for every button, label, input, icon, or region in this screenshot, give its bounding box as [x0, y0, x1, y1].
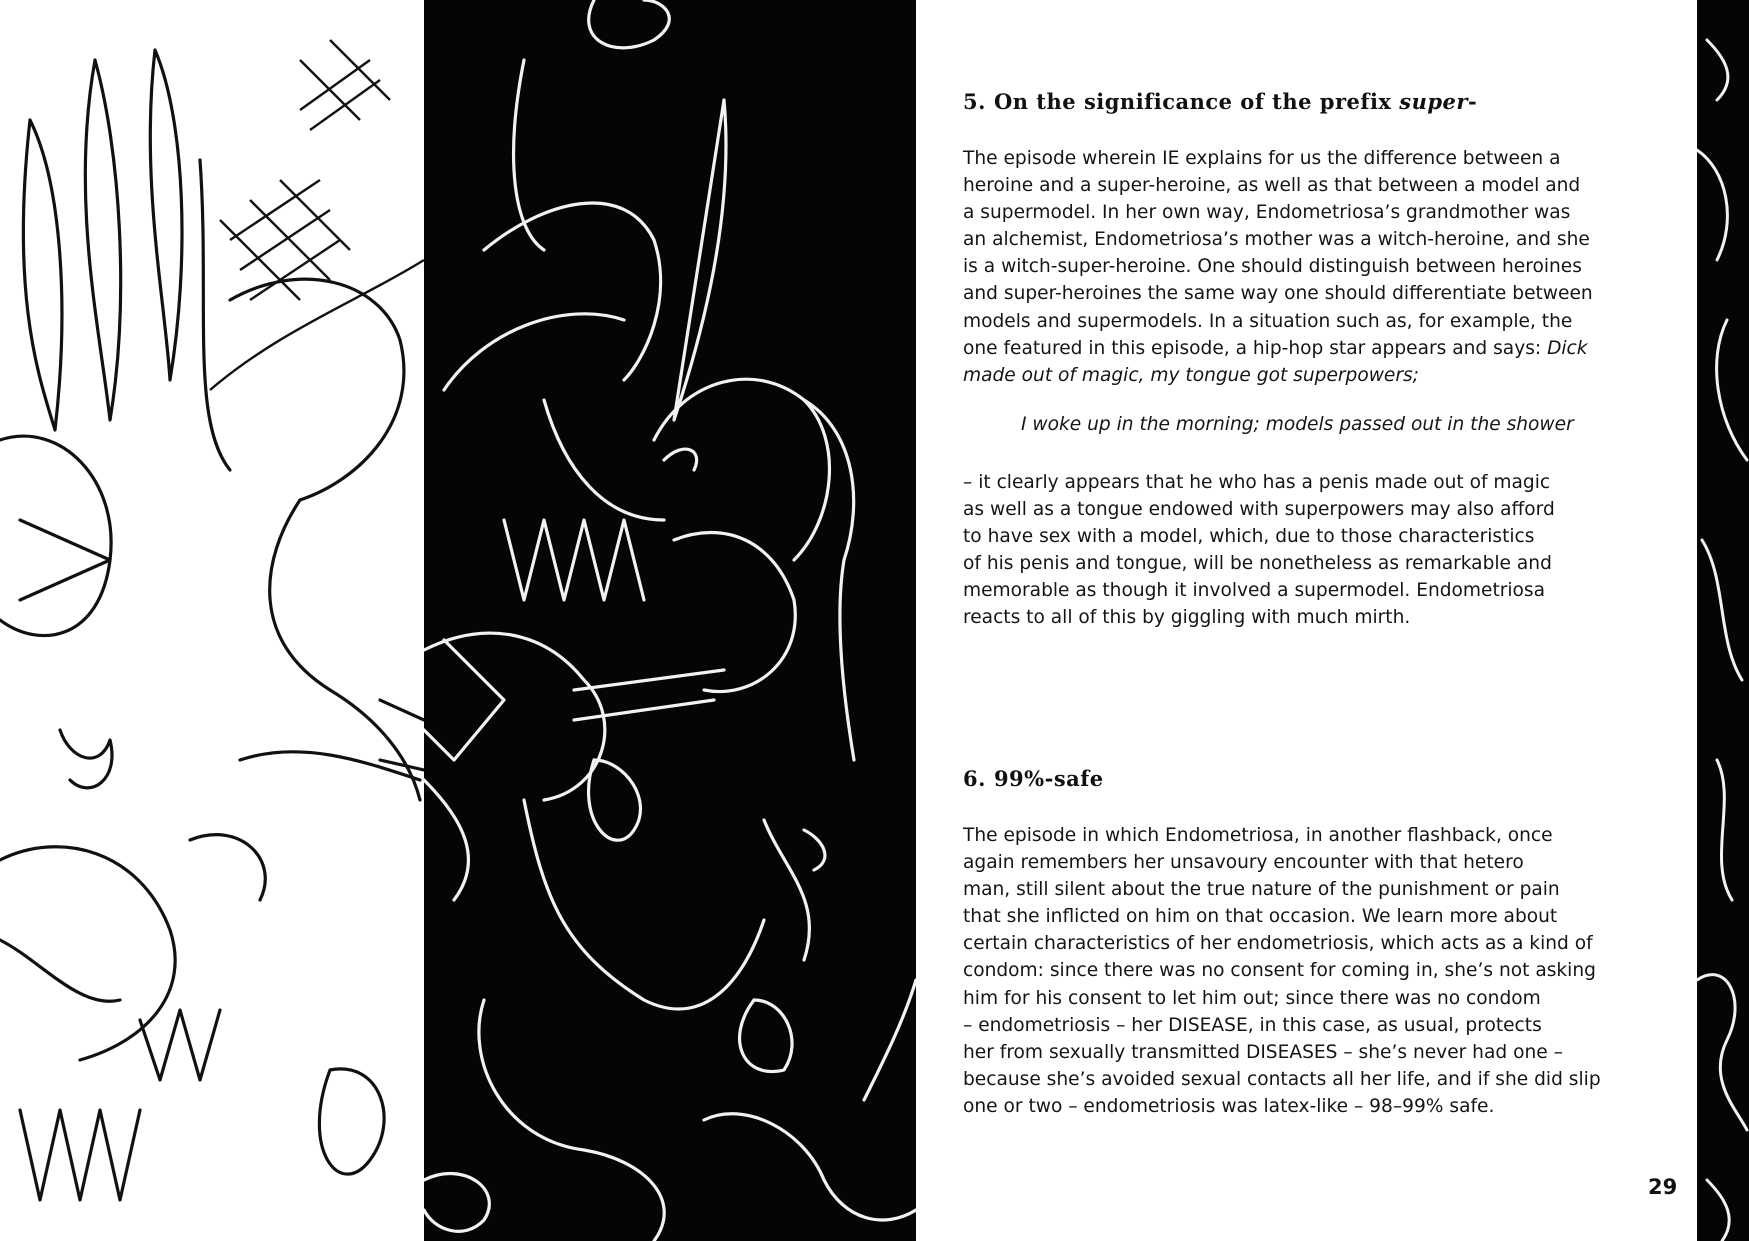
text-line: one or two – endometriosis was latex-like – 98–99% safe. — [963, 1095, 1495, 1117]
illustration-white-panel — [0, 0, 424, 1241]
section-6-title: 99%-safe — [993, 766, 1104, 791]
text-line: to have sex with a model, which, due to those characteristics — [963, 526, 1535, 548]
text-line: man, still silent about the true nature of the punishment or pain — [963, 879, 1560, 901]
text-line: a supermodel. In her own way, Endometriosa’s grandmother was — [963, 202, 1571, 224]
section-6-heading — [963, 766, 1104, 791]
text-line: reacts to all of this by giggling with much mirth. — [963, 607, 1411, 629]
lyric-italic: Dick — [1547, 337, 1588, 359]
text-line: certain characteristics of her endometriosis, which acts as a kind of — [963, 933, 1593, 955]
section-5-paragraph-1 — [963, 145, 1593, 389]
text-line: because she’s avoided sexual contacts all her life, and if she did slip — [963, 1068, 1601, 1090]
section-6-paragraph — [963, 822, 1601, 1120]
text-line: an alchemist, Endometriosa’s mother was a witch-heroine, and she — [963, 229, 1590, 251]
text-line: her from sexually transmitted DISEASES – she’s never had one – — [963, 1041, 1563, 1063]
text-line: condom: since there was no consent for coming in, she’s not asking — [963, 960, 1596, 982]
section-6-number: 6. — [963, 766, 986, 791]
text-line: heroine and a super-heroine, as well as that between a model and — [963, 175, 1581, 197]
text-line: – it clearly appears that he who has a penis made out of magic — [963, 472, 1551, 493]
line-drawing-strip — [1697, 0, 1749, 1241]
lyric-quote: I woke up in the morning; models passed out in the shower — [1021, 414, 1574, 435]
text-line: The episode wherein IE explains for us the difference between a — [963, 148, 1561, 169]
lyric-italic: made out of magic, my tongue got superpowers; — [963, 364, 1419, 386]
text-line — [963, 362, 1593, 389]
illustration-edge-strip — [1697, 0, 1749, 1241]
text-line-part: one featured in this episode, a hip-hop star appears and says: — [963, 337, 1548, 359]
text-line: him for his consent to let him out; since there was no condom — [963, 987, 1541, 1009]
illustration-black-panel — [424, 0, 916, 1241]
line-drawing-white — [0, 0, 424, 1241]
page-number: 29 — [1648, 1175, 1678, 1199]
section-5-heading — [963, 89, 1477, 114]
text-line: and super-heroines the same way one should differentiate between — [963, 283, 1593, 305]
text-line: models and supermodels. In a situation such as, for example, the — [963, 310, 1573, 332]
section-5-title-suffix: - — [1467, 89, 1478, 114]
text-line: of his penis and tongue, will be nonetheless as remarkable and — [963, 553, 1552, 575]
text-line: memorable as though it involved a supermodel. Endometriosa — [963, 580, 1546, 602]
text-line: – endometriosis – her DISEASE, in this case, as usual, protects — [963, 1014, 1542, 1036]
section-5-number: 5. — [963, 89, 986, 114]
text-line: The episode in which Endometriosa, in another flashback, once — [963, 825, 1553, 846]
text-line: that she inflicted on him on that occasion. We learn more about — [963, 906, 1558, 928]
section-5-title-italic: super — [1399, 89, 1468, 114]
line-drawing-black — [424, 0, 916, 1241]
text-line: is a witch-super-heroine. One should distinguish between heroines — [963, 256, 1582, 278]
text-line — [963, 335, 1593, 362]
section-5-title: On the significance of the prefix — [993, 89, 1400, 114]
section-5-paragraph-2 — [963, 469, 1555, 632]
text-line: again remembers her unsavoury encounter with that hetero — [963, 852, 1524, 874]
text-line: as well as a tongue endowed with superpowers may also afford — [963, 499, 1555, 521]
